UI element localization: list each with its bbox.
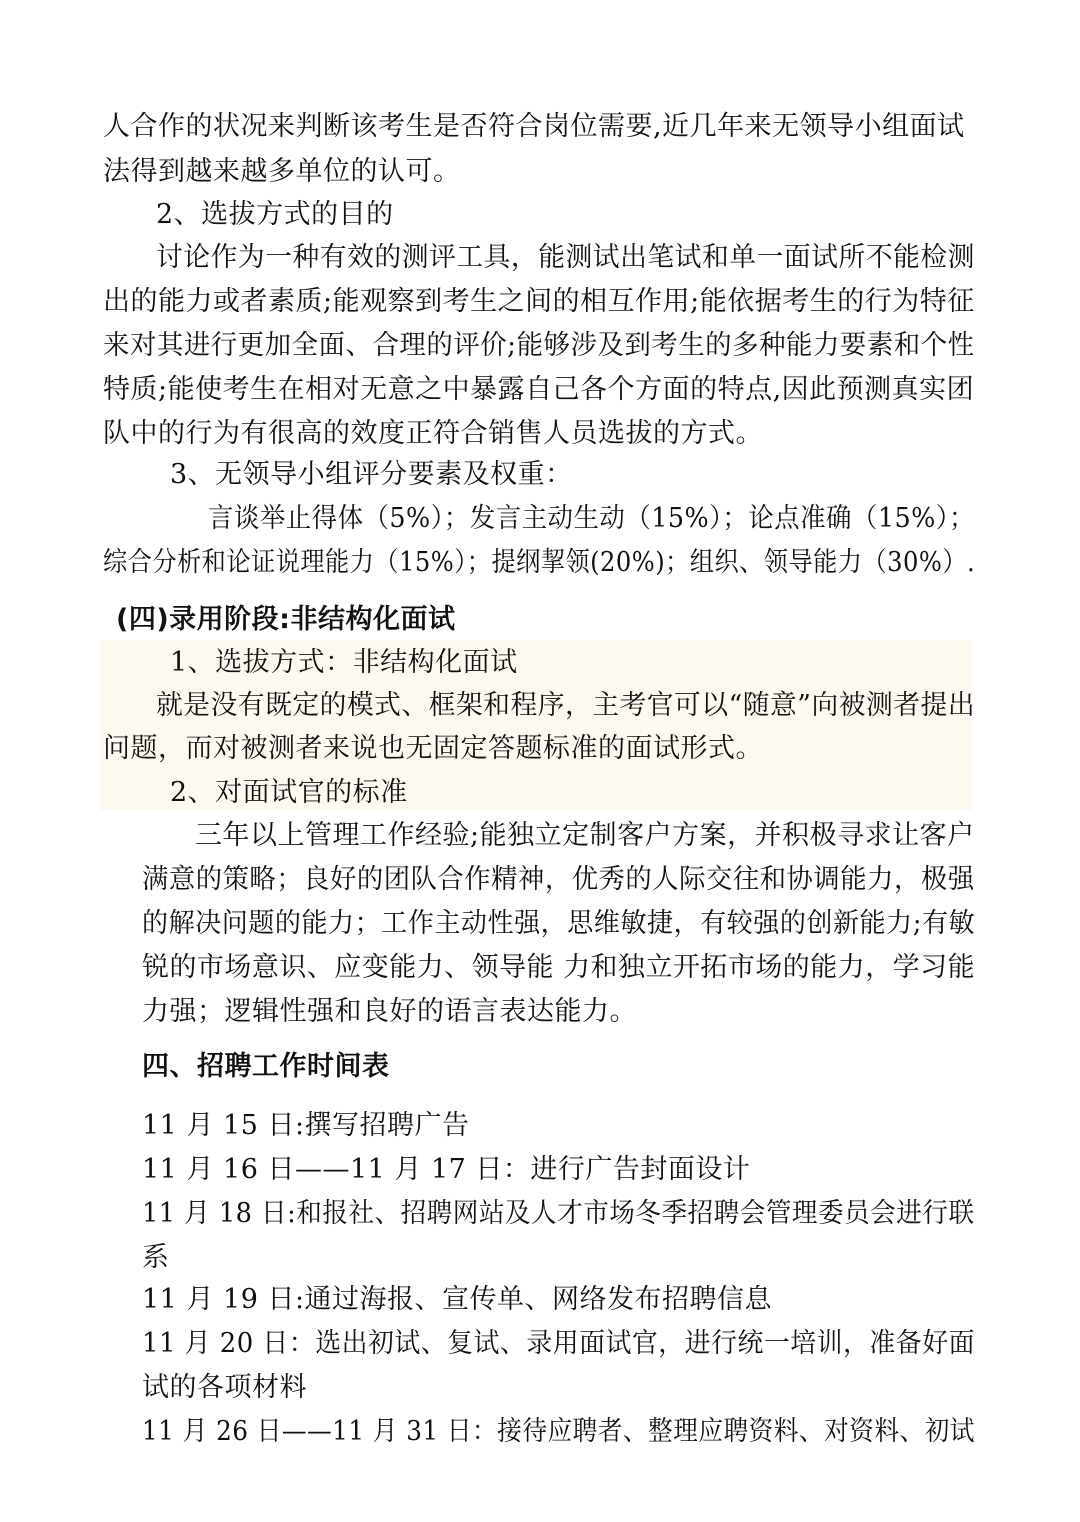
- paragraph-line: 锐的市场意识、应变能力、领导能 力和独立开拓市场的能力，学习能: [142, 952, 976, 983]
- paragraph-line: 法得到越来越多单位的认可。: [103, 156, 461, 187]
- paragraph-line: 就是没有既定的模式、框架和程序，主考官可以“随意”向被测者提出: [156, 690, 976, 721]
- schedule-line: 11 月 16 日——11 月 17 日：进行广告封面设计: [142, 1154, 751, 1185]
- paragraph-line: 言谈举止得体（5%）；发言主动生动（15%）；论点准确（15%）；: [208, 503, 975, 534]
- paragraph-line: 问题，而对被测者来说也无固定答题标准的面试形式。: [103, 733, 763, 764]
- paragraph-line: 队中的行为有很高的效度正符合销售人员选拔的方式。: [103, 418, 763, 449]
- section-title: (四)录用阶段:非结构化面试: [116, 604, 456, 635]
- paragraph-line: 的解决问题的能力；工作主动性强，思维敏捷，有较强的创新能力;有敏: [142, 908, 976, 939]
- paragraph-line: 力强；逻辑性强和良好的语言表达能力。: [142, 996, 637, 1027]
- subheading: 3、无领导小组评分要素及权重：: [170, 459, 573, 490]
- subheading: 2、选拔方式的目的: [156, 199, 394, 230]
- schedule-line: 11 月 15 日:撰写招聘广告: [142, 1110, 470, 1141]
- subheading: 1、选拔方式：非结构化面试: [170, 647, 518, 678]
- schedule-line: 系: [142, 1242, 170, 1273]
- schedule-line: 11 月 26 日——11 月 31 日：接待应聘者、整理应聘资料、对资料、初试: [142, 1416, 975, 1447]
- paragraph-line: 来对其进行更加全面、合理的评价;能够涉及到考生的多种能力要素和个性: [103, 330, 975, 361]
- paragraph-line: 综合分析和论证说理能力（15%）；提纲挈领(20%)；组织、领导能力（30%）.: [103, 547, 976, 578]
- paragraph-line: 特质;能使考生在相对无意之中暴露自己各个方面的特点,因此预测真实团: [103, 374, 975, 405]
- subheading: 2、对面试官的标准: [170, 777, 408, 808]
- paragraph-line: 满意的策略；良好的团队合作精神，优秀的人际交往和协调能力，极强: [142, 864, 975, 895]
- schedule-line: 11 月 18 日:和报社、招聘网站及人才市场冬季招聘会管理委员会进行联: [142, 1198, 975, 1229]
- paragraph-line: 出的能力或者素质;能观察到考生之间的相互作用;能依据考生的行为特征: [103, 286, 975, 317]
- schedule-line: 11 月 20 日：选出初试、复试、录用面试官，进行统一培训，准备好面: [142, 1328, 975, 1359]
- schedule-line: 试的各项材料: [142, 1372, 307, 1403]
- paragraph-line: 三年以上管理工作经验;能独立定制客户方案，并积极寻求让客户: [195, 820, 975, 851]
- paragraph-line: 讨论作为一种有效的测评工具，能测试出笔试和单一面试所不能检测: [156, 242, 975, 273]
- paragraph-line: 人合作的状况来判断该考生是否符合岗位需要,近几年来无领导小组面试: [103, 111, 965, 142]
- section-title: 四、招聘工作时间表: [142, 1051, 390, 1082]
- schedule-line: 11 月 19 日:通过海报、宣传单、网络发布招聘信息: [142, 1284, 773, 1315]
